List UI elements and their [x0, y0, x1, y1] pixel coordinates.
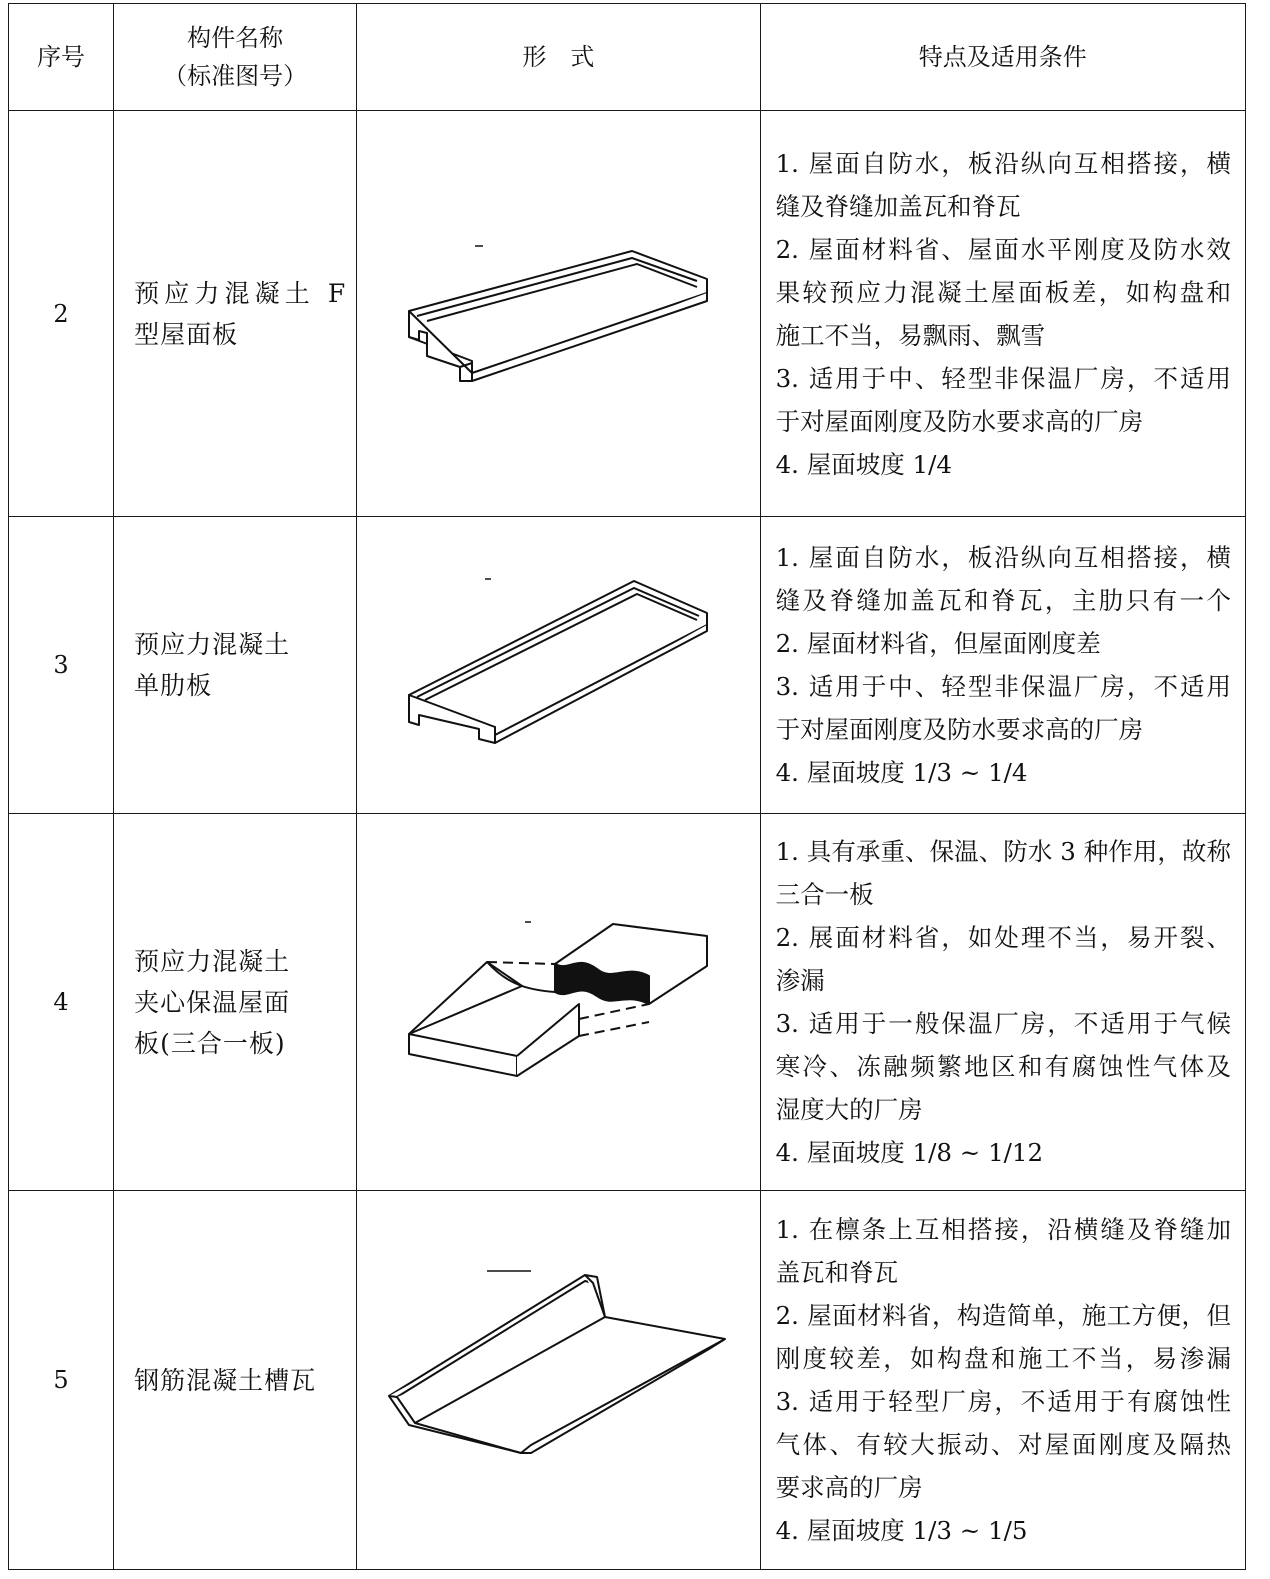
table-row	[9, 1191, 1246, 1570]
component-name-line: 单肋板	[134, 671, 213, 700]
f-type-roof-panel-drawing	[357, 111, 760, 516]
feature-line: 2. 屋面材料省、屋面水平刚度及防水效	[775, 234, 1231, 264]
feature-line: 4. 屋面坡度 1/3 ~ 1/4	[775, 758, 1028, 787]
feature-line: 缝及脊缝加盖瓦和脊瓦	[775, 191, 1021, 221]
feature-line: 4. 屋面坡度 1/4	[775, 449, 952, 479]
feature-line: 1. 屋面自防水，板沿纵向互相搭接，横	[775, 148, 1231, 178]
feature-line: 施工不当，易飘雨、飘雪	[775, 320, 1046, 350]
component-name-line: 夹心保温屋面	[134, 987, 291, 1017]
feature-line: 3. 适用于中、轻型非保温厂房，不适用	[775, 363, 1231, 393]
row-number: 2	[9, 111, 114, 517]
row-number: 4	[9, 814, 114, 1191]
feature-line: 4. 屋面坡度 1/8 ~ 1/12	[775, 1138, 1044, 1167]
feature-line: 刚度较差，如构盘和施工不当，易渗漏	[775, 1344, 1231, 1373]
feature-line: 于对屋面刚度及防水要求高的厂房	[775, 406, 1144, 436]
table-row	[9, 814, 1246, 1191]
table-row	[9, 111, 1246, 517]
feature-line: 寒冷、冻融频繁地区和有腐蚀性气体及	[775, 1052, 1231, 1081]
header-no: 序号	[9, 4, 114, 111]
header-row	[9, 4, 1246, 111]
feature-line: 2. 展面材料省，如处理不当，易开裂、	[775, 923, 1231, 952]
form-figure-cell	[357, 1191, 760, 1570]
feature-line: 3. 适用于中、轻型非保温厂房，不适用	[775, 672, 1231, 701]
features-cell	[760, 1191, 1245, 1570]
feature-line: 盖瓦和脊瓦	[775, 1258, 899, 1287]
features-cell	[760, 111, 1245, 517]
component-name-line: 预应力混凝土 F	[134, 278, 347, 308]
feature-line: 气体、有较大振动、对屋面刚度及隔热	[775, 1430, 1231, 1459]
form-figure-cell	[357, 814, 760, 1191]
component-name	[114, 111, 357, 517]
feature-line: 3. 适用于一般保温厂房，不适用于气候	[775, 1009, 1231, 1038]
feature-line: 于对屋面刚度及防水要求高的厂房	[775, 715, 1144, 744]
feature-line: 三合一板	[775, 880, 874, 909]
form-figure-cell	[357, 111, 760, 517]
feature-line: 1. 屋面自防水，板沿纵向互相搭接，横	[775, 543, 1231, 572]
component-name	[114, 517, 357, 814]
features-cell	[760, 814, 1245, 1191]
features-cell	[760, 517, 1245, 814]
feature-line: 4. 屋面坡度 1/3 ~ 1/5	[775, 1516, 1028, 1545]
header-name-line1: 构件名称	[187, 24, 284, 52]
form-figure-cell	[357, 517, 760, 814]
row-number: 3	[9, 517, 114, 814]
feature-line: 缝及脊缝加盖瓦和脊瓦，主肋只有一个	[775, 586, 1231, 615]
feature-line: 2. 屋面材料省，但屋面刚度差	[775, 629, 1101, 658]
feature-line: 1. 在檩条上互相搭接，沿横缝及脊缝加	[775, 1215, 1231, 1244]
component-name-line: 预应力混凝土	[134, 630, 291, 659]
single-rib-panel-drawing	[357, 517, 760, 813]
feature-line: 渗漏	[775, 966, 825, 995]
component-name	[114, 814, 357, 1191]
table-row	[9, 517, 1246, 814]
component-name-line: 型屋面板	[134, 319, 239, 349]
feature-line: 2. 屋面材料省，构造简单，施工方便，但	[775, 1301, 1231, 1330]
feature-line: 果较预应力混凝土屋面板差，如构盘和	[775, 277, 1231, 307]
feature-line: 1. 具有承重、保温、防水 3 种作用，故称	[775, 837, 1231, 866]
header-form: 形 式	[357, 4, 760, 111]
component-name	[114, 1191, 357, 1570]
component-name-line: 钢筋混凝土槽瓦	[134, 1365, 317, 1395]
row-number: 5	[9, 1191, 114, 1570]
header-features: 特点及适用条件	[760, 4, 1245, 111]
feature-line: 要求高的厂房	[775, 1473, 923, 1502]
header-name	[114, 4, 357, 111]
feature-line: 湿度大的厂房	[775, 1095, 923, 1124]
roof-component-table	[8, 3, 1246, 1570]
sandwich-insulated-panel-drawing	[357, 814, 760, 1190]
header-name-line2: （标准图号）	[163, 62, 308, 90]
component-name-line: 板(三合一板)	[134, 1028, 286, 1058]
feature-line: 3. 适用于轻型厂房，不适用于有腐蚀性	[775, 1387, 1231, 1416]
component-name-line: 预应力混凝土	[134, 946, 291, 976]
channel-tile-drawing	[357, 1191, 760, 1569]
